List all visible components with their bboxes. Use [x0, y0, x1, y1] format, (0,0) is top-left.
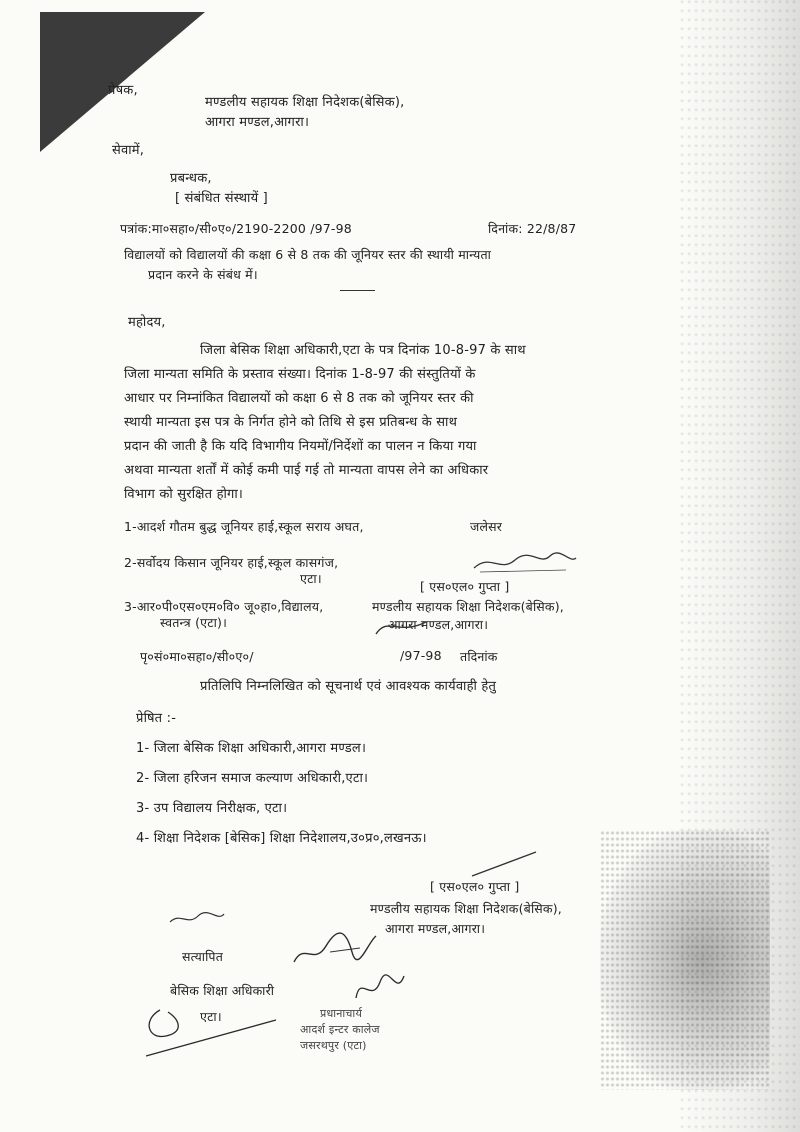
attest-mark [168, 908, 228, 928]
subject-line-1: विद्यालयों को विद्यालयों की कक्षा 6 से 8 तक की जूनियर स्तर की स्थायी मान्यता [124, 247, 492, 262]
body-line: जिला मान्यता समिति के प्रस्ताव संख्या। दिनांक 1-8-97 की संस्तुतियों के [124, 367, 476, 382]
bottom-signature-stroke [470, 848, 540, 878]
sender-label: प्रेषक, [108, 83, 138, 98]
subject-divider [340, 290, 375, 291]
stamp-line-1: प्रधानाचार्य [320, 1007, 363, 1020]
body-line: स्थायी मान्यता इस पत्र के निर्गत होने को तिथि से इस प्रतिबन्ध के साथ [124, 415, 458, 430]
sender-line-2: आगरा मण्डल,आगरा। [205, 115, 310, 130]
school-suffix: एटा। [300, 571, 322, 586]
attest-label: सत्यापित [182, 949, 224, 964]
body-line: अथवा मान्यता शर्तों में कोई कमी पाई गई तो मान्यता वापस लेने का अधिकार [124, 463, 489, 478]
salutation: महोदय, [128, 315, 166, 330]
body-line: विभाग को सुरक्षित होगा। [124, 487, 244, 502]
attest-place: एटा। [200, 1009, 222, 1024]
signature-designation: मण्डलीय सहायक शिक्षा निदेशक(बेसिक), [372, 599, 564, 614]
copy-heading: प्रतिलिपि निम्नलिखित को सूचनार्थ एवं आवश्यक कार्यवाही हेतु [200, 679, 497, 694]
subject-line-2: प्रदान करने के संबंध में। [148, 267, 258, 282]
bottom-signature-name: [ एस०एल० गुप्ता ] [430, 879, 520, 894]
recipient-label: सेवामें, [112, 143, 145, 158]
copy-list-item: 3- उप विद्यालय निरीक्षक, एटा। [136, 801, 288, 816]
school-3-line-2: स्वतन्त्र (एटा)। [160, 615, 228, 630]
school-item: 3-आर०पी०एस०एम०वि० जू०हा०,विद्यालय, [124, 599, 324, 614]
signature-scribble [470, 548, 580, 578]
sender-line-1: मण्डलीय सहायक शिक्षा निदेशक(बेसिक), [205, 95, 405, 110]
recipient-title: प्रबन्धक, [170, 171, 212, 186]
stamp-line-2: आदर्श इन्टर कालेज [300, 1023, 380, 1036]
bottom-signature-designation: मण्डलीय सहायक शिक्षा निदेशक(बेसिक), [370, 901, 562, 916]
attest-loop [140, 990, 280, 1060]
copy-number: पृ०सं०मा०सहा०/सी०ए०/ [140, 649, 254, 664]
copy-list-item: 1- जिला बेसिक शिक्षा अधिकारी,आगरा मण्डल। [136, 741, 367, 756]
stamp-line-3: जसरथपुर (एटा) [300, 1039, 367, 1052]
body-line: जिला बेसिक शिक्षा अधिकारी,एटा के पत्र दिनांक 10-8-97 के साथ [200, 343, 526, 358]
reference-date: दिनांक: 22/8/87 [488, 221, 577, 236]
copy-year: /97-98 [400, 648, 442, 663]
school-item: 1-आदर्श गौतम बुद्ध जूनियर हाई,स्कूल सराय अघत, [124, 519, 364, 534]
attest-signature [290, 922, 380, 972]
copy-list-item: 2- जिला हरिजन समाज कल्याण अधिकारी,एटा। [136, 771, 369, 786]
copy-date-label: तदिनांक [460, 649, 498, 664]
reference-number: पत्रांक:मा०सहा०/सी०ए०/2190-2200 /97-98 [120, 221, 352, 236]
copy-to-label: प्रेषित :- [136, 711, 177, 726]
signature-name: [ एस०एल० गुप्ता ] [420, 579, 510, 594]
scan-dark-blot [600, 830, 770, 1090]
bottom-signature-office: आगरा मण्डल,आगरा। [385, 921, 486, 936]
school-item: 2-सर्वोदय किसान जूनियर हाई,स्कूल कासगंज, [124, 555, 339, 570]
school-suffix: जलेसर [470, 519, 503, 534]
recipient-name: [ संबंधित संस्थायें ] [175, 191, 268, 206]
copy-list-item: 4- शिक्षा निदेशक [बेसिक] शिक्षा निदेशालय,उ०प्र०,लखनऊ। [136, 831, 427, 846]
attest-officer: बेसिक शिक्षा अधिकारी [170, 983, 275, 998]
stamp-signature [350, 968, 410, 1008]
body-line: प्रदान की जाती है कि यदि विभागीय नियमों/निर्देशों का पालन न किया गया [124, 439, 477, 454]
signature-office: आगरा मण्डल,आगरा। [388, 617, 489, 632]
body-line: आधार पर निम्नांकित विद्यालयों को कक्षा 6 से 8 तक को जूनियर स्तर की [124, 391, 474, 406]
signature-flourish [372, 612, 432, 638]
